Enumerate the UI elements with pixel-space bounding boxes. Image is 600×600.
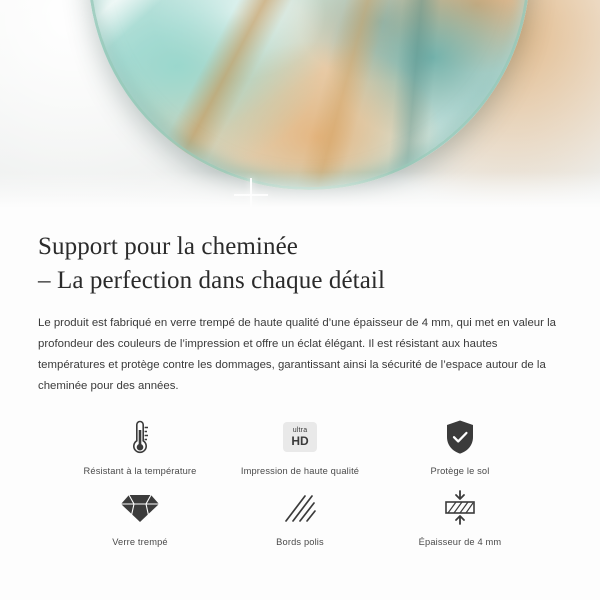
feature-item-polished-edges — [220, 486, 380, 547]
feature-label: Épaisseur de 4 mm — [418, 537, 502, 548]
ultra-hd-icon — [283, 415, 317, 459]
ultra-hd-badge-top: ultra — [292, 427, 308, 435]
feature-grid — [38, 415, 562, 547]
feature-item-temperature — [60, 415, 220, 476]
glass-plate-product — [88, 0, 530, 190]
shield-check-icon — [444, 415, 476, 459]
feature-label: Verre trempé — [112, 537, 168, 548]
feature-item-thickness — [380, 486, 540, 547]
feature-label: Bords polis — [276, 537, 324, 548]
headline-line-2: – La perfection dans chaque détail — [38, 266, 385, 294]
hero-fade-overlay — [0, 172, 600, 212]
feature-item-floor-protection — [380, 415, 540, 476]
thickness-arrows-icon — [440, 486, 480, 530]
diamond-icon — [120, 486, 160, 530]
feature-label: Impression de haute qualité — [240, 466, 360, 477]
page-title — [38, 230, 562, 297]
product-description-text: Le produit est fabriqué en verre trempé de haute qualité d’une épaisseur de 4 mm, qui met en valeur la profondeur des couleurs de l’impression et offre un éclat élégant. Il est résistant aux hautes températures et protège contre les dommages, garantissant ainsi la sécurité de l’espace autour de la cheminée pour des années. — [38, 317, 556, 393]
ultra-hd-badge-bottom: HD — [291, 434, 309, 449]
polished-edges-icon — [283, 486, 317, 530]
thermometer-icon — [129, 415, 151, 459]
feature-item-tempered-glass — [60, 486, 220, 547]
feature-item-print-quality — [220, 415, 380, 476]
feature-label: Résistant à la température — [83, 466, 197, 477]
feature-label: Protège le sol — [430, 466, 490, 477]
headline-line-1: Support pour la cheminée — [38, 233, 298, 260]
hero-image — [0, 0, 600, 212]
content-block — [0, 212, 600, 547]
